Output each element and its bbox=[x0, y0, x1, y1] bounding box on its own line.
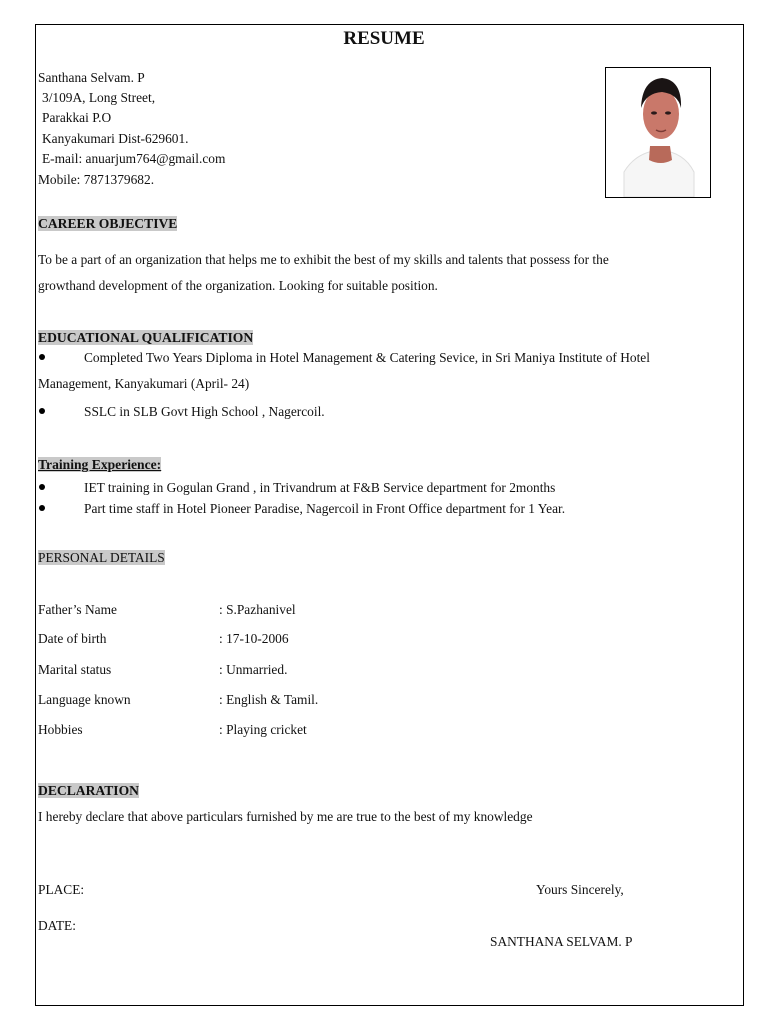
education-item-1-line-2: Management, Kanyakumari (April- 24) bbox=[38, 376, 250, 391]
personal-row-label: Date of birth bbox=[38, 631, 107, 646]
education-item-1-line-1: Completed Two Years Diploma in Hotel Management & Catering Sevice, in Sri Maniya Institute of Hotel bbox=[84, 350, 650, 365]
personal-row-value: : Unmarried. bbox=[219, 662, 288, 677]
bullet-icon bbox=[39, 408, 45, 414]
personal-row-value: : S.Pazhanivel bbox=[219, 602, 296, 617]
education-item-2: SSLC in SLB Govt High School , Nagercoil. bbox=[84, 404, 325, 419]
bullet-icon bbox=[39, 484, 45, 490]
address-line-2: Parakkai P.O bbox=[42, 110, 112, 125]
email-line: E-mail: anuarjum764@gmail.com bbox=[42, 151, 226, 166]
training-item-1: IET training in Gogulan Grand , in Trivandrum at F&B Service department for 2months bbox=[84, 480, 556, 495]
training-heading bbox=[38, 456, 161, 473]
address-line-3: Kanyakumari Dist-629601. bbox=[42, 131, 189, 146]
personal-row-value: : English & Tamil. bbox=[219, 692, 319, 707]
personal-row-label: Hobbies bbox=[38, 722, 83, 737]
personal-row-label: Marital status bbox=[38, 662, 112, 677]
place-label: PLACE: bbox=[38, 882, 85, 897]
person-portrait-icon bbox=[606, 68, 710, 197]
bullet-icon bbox=[39, 505, 45, 511]
declaration-text: I hereby declare that above particulars furnished by me are true to the best of my knowledge bbox=[38, 809, 533, 824]
personal-row-label: Father’s Name bbox=[38, 602, 117, 617]
mobile-line: Mobile: 7871379682. bbox=[38, 172, 155, 187]
career-objective-heading-text: CAREER OBJECTIVE bbox=[38, 216, 178, 231]
education-heading bbox=[38, 329, 253, 346]
training-item-2: Part time staff in Hotel Pioneer Paradise, Nagercoil in Front Office department for 1 Year. bbox=[84, 501, 566, 516]
closing-text: Yours Sincerely, bbox=[536, 882, 624, 897]
personal-row-value: : Playing cricket bbox=[219, 722, 307, 737]
date-label: DATE: bbox=[38, 918, 76, 933]
personal-details-heading-text: PERSONAL DETAILS bbox=[38, 550, 165, 565]
personal-row-label: Language known bbox=[38, 692, 131, 707]
training-heading-text: Training Experience: bbox=[38, 457, 162, 472]
education-heading-text: EDUCATIONAL QUALIFICATION bbox=[38, 330, 254, 345]
profile-photo bbox=[605, 67, 711, 198]
bullet-icon bbox=[39, 354, 45, 360]
signature-name: SANTHANA SELVAM. P bbox=[490, 934, 633, 949]
document-title: RESUME bbox=[343, 28, 425, 49]
candidate-name: Santhana Selvam. P bbox=[38, 70, 145, 85]
address-line-1: 3/109A, Long Street, bbox=[42, 90, 156, 105]
personal-details-heading bbox=[38, 549, 165, 566]
declaration-heading-text: DECLARATION bbox=[38, 783, 139, 798]
declaration-heading bbox=[38, 782, 139, 799]
career-objective-line-1: To be a part of an organization that helps me to exhibit the best of my skills and talents that possess for the bbox=[38, 252, 609, 267]
career-objective-heading bbox=[38, 215, 177, 232]
personal-row-value: : 17-10-2006 bbox=[219, 631, 289, 646]
career-objective-line-2: growthand development of the organization. Looking for suitable position. bbox=[38, 278, 438, 293]
